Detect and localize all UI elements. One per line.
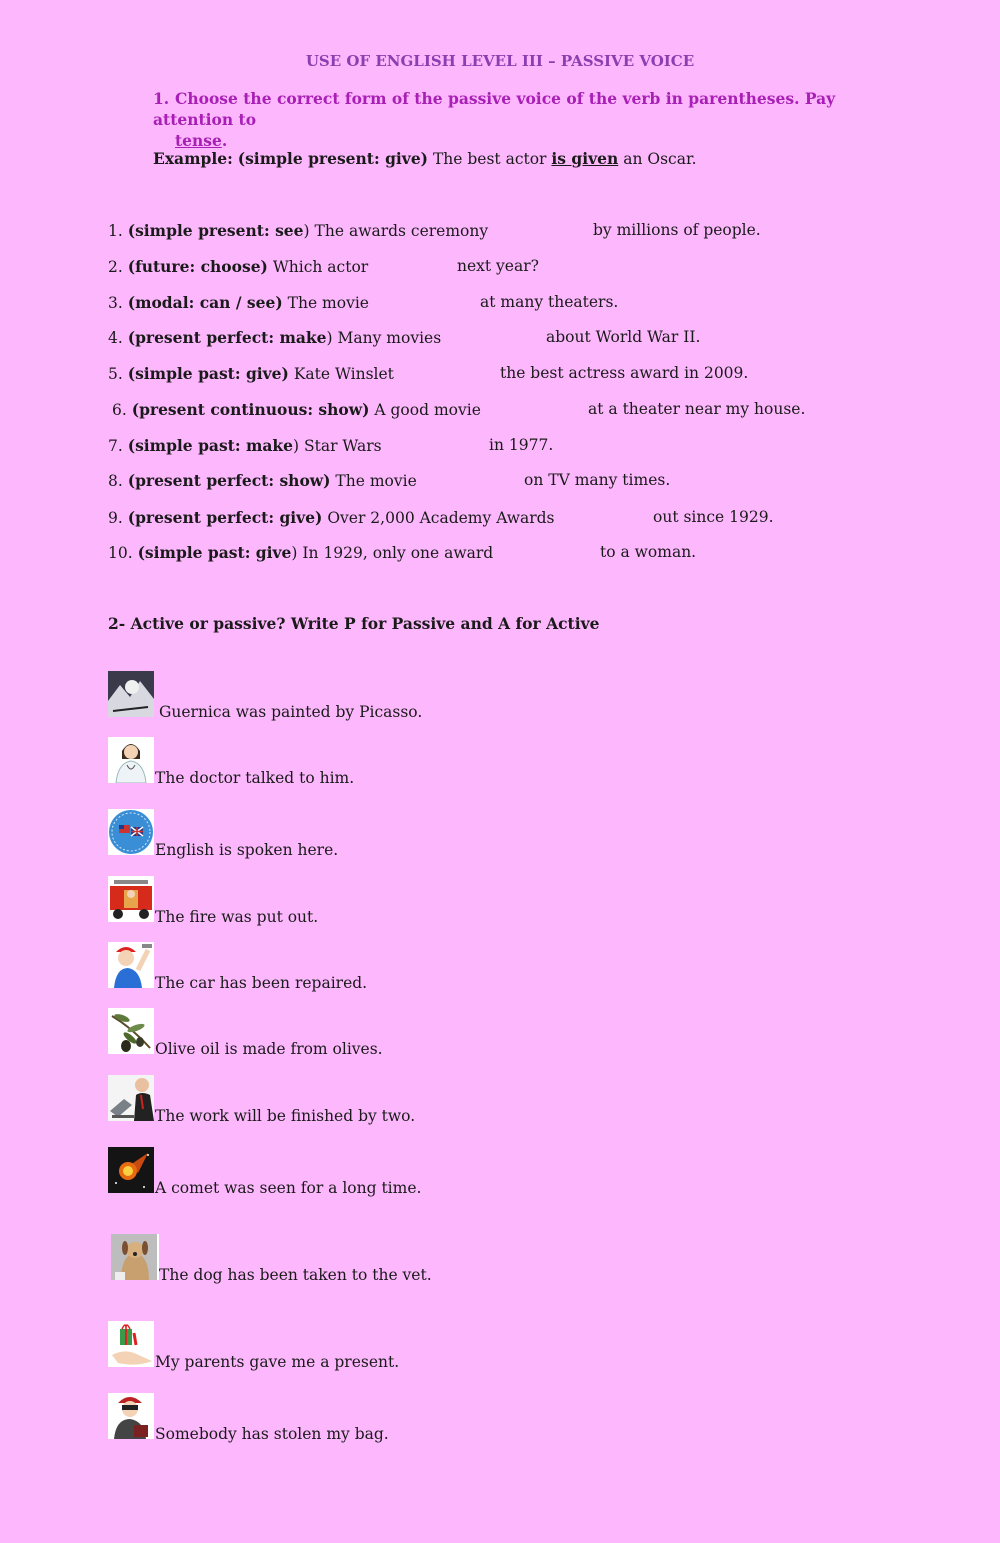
question-6	[112, 400, 806, 419]
flags-badge-icon	[108, 809, 154, 855]
question-tail: on TV many times.	[524, 471, 671, 489]
question-tail: at many theaters.	[480, 293, 619, 311]
question-hint: (simple present: see	[127, 221, 304, 240]
question-8	[108, 471, 671, 490]
item-text: A comet was seen for a long time.	[155, 1179, 422, 1197]
question-tail: about World War II.	[546, 328, 701, 346]
question-hint: (modal: can / see)	[127, 293, 283, 312]
question-text: A good movie	[374, 401, 481, 419]
question-tail: the best actress award in 2009.	[500, 364, 749, 382]
doctor-icon	[108, 737, 154, 783]
question-text: Star Wars	[304, 437, 382, 455]
dog-icon	[111, 1234, 159, 1280]
question-hint-close: )	[291, 544, 298, 562]
question-9	[108, 508, 774, 527]
question-hint: (simple past: give	[137, 543, 292, 562]
question-tail: next year?	[457, 257, 539, 275]
question-1	[108, 221, 761, 240]
question-7	[108, 436, 554, 455]
item-text: English is spoken here.	[155, 841, 339, 859]
question-tail: to a woman.	[600, 543, 697, 561]
question-hint: (present continuous: show)	[131, 400, 370, 419]
instruction-end: .	[221, 131, 228, 150]
item-text: Olive oil is made from olives.	[155, 1040, 383, 1058]
question-number: 3.	[108, 294, 123, 312]
thief-icon	[108, 1393, 154, 1439]
question-number: 10.	[108, 544, 133, 562]
question-hint: (simple past: give)	[127, 364, 289, 383]
page-title: USE OF ENGLISH LEVEL III – PASSIVE VOICE	[305, 52, 695, 70]
item-text: The car has been repaired.	[155, 974, 368, 992]
olive-branch-icon	[108, 1008, 154, 1054]
question-tail: out since 1929.	[653, 508, 774, 526]
question-hint-close: )	[303, 222, 310, 240]
item-text: The fire was put out.	[155, 908, 319, 926]
instruction-underlined: tense	[175, 131, 222, 150]
item-text: The work will be finished by two.	[155, 1107, 416, 1125]
example-answer: is given	[551, 149, 619, 168]
question-10	[108, 543, 697, 562]
question-5	[108, 364, 749, 383]
question-number: 5.	[108, 365, 123, 383]
question-text: Over 2,000 Academy Awards	[327, 509, 555, 527]
question-number: 6.	[112, 401, 127, 419]
question-text: Which actor	[272, 258, 369, 276]
question-hint: (present perfect: make	[127, 328, 327, 347]
question-2	[108, 257, 539, 276]
gift-icon	[108, 1321, 154, 1367]
question-text: The movie	[335, 472, 417, 490]
question-text: The movie	[287, 294, 369, 312]
question-number: 2.	[108, 258, 123, 276]
example-sentence	[153, 149, 697, 168]
question-text: In 1929, only one award	[302, 544, 494, 562]
example-after: an Oscar.	[623, 150, 697, 168]
office-worker-icon	[108, 1075, 154, 1121]
question-number: 7.	[108, 437, 123, 455]
question-hint: (present perfect: give)	[127, 508, 323, 527]
question-hint-close: )	[293, 437, 300, 455]
question-number: 9.	[108, 509, 123, 527]
example-label: Example:	[153, 149, 233, 168]
example-hint: (simple present: give)	[237, 149, 429, 168]
question-text: Kate Winslet	[293, 365, 394, 383]
section-2-title: 2- Active or passive? Write P for Passive and A for Active	[108, 614, 600, 633]
item-text: Somebody has stolen my bag.	[155, 1425, 389, 1443]
comet-icon	[108, 1147, 154, 1193]
item-text: The doctor talked to him.	[155, 769, 355, 787]
item-text: My parents gave me a present.	[155, 1353, 400, 1371]
question-tail: in 1977.	[489, 436, 554, 454]
question-3	[108, 293, 619, 312]
question-text: The awards ceremony	[314, 222, 489, 240]
question-number: 1.	[108, 222, 123, 240]
item-text: The dog has been taken to the vet.	[159, 1266, 432, 1284]
fire-truck-icon	[108, 876, 154, 922]
question-hint-close: )	[326, 329, 333, 347]
question-hint: (simple past: make	[127, 436, 293, 455]
mechanic-icon	[108, 942, 154, 988]
instruction-number: 1.	[153, 89, 170, 108]
question-tail: by millions of people.	[593, 221, 761, 239]
question-4	[108, 328, 701, 347]
example-before: The best actor	[432, 150, 547, 168]
question-number: 4.	[108, 329, 123, 347]
question-number: 8.	[108, 472, 123, 490]
question-hint: (future: choose)	[127, 257, 268, 276]
instruction-text: Choose the correct form of the passive voice of the verb in parentheses. Pay attention to	[153, 89, 836, 129]
question-hint: (present perfect: show)	[127, 471, 331, 490]
question-tail: at a theater near my house.	[588, 400, 806, 418]
question-text: Many movies	[337, 329, 442, 347]
item-text: Guernica was painted by Picasso.	[159, 703, 423, 721]
painting-icon	[108, 671, 154, 717]
instruction	[153, 88, 893, 151]
